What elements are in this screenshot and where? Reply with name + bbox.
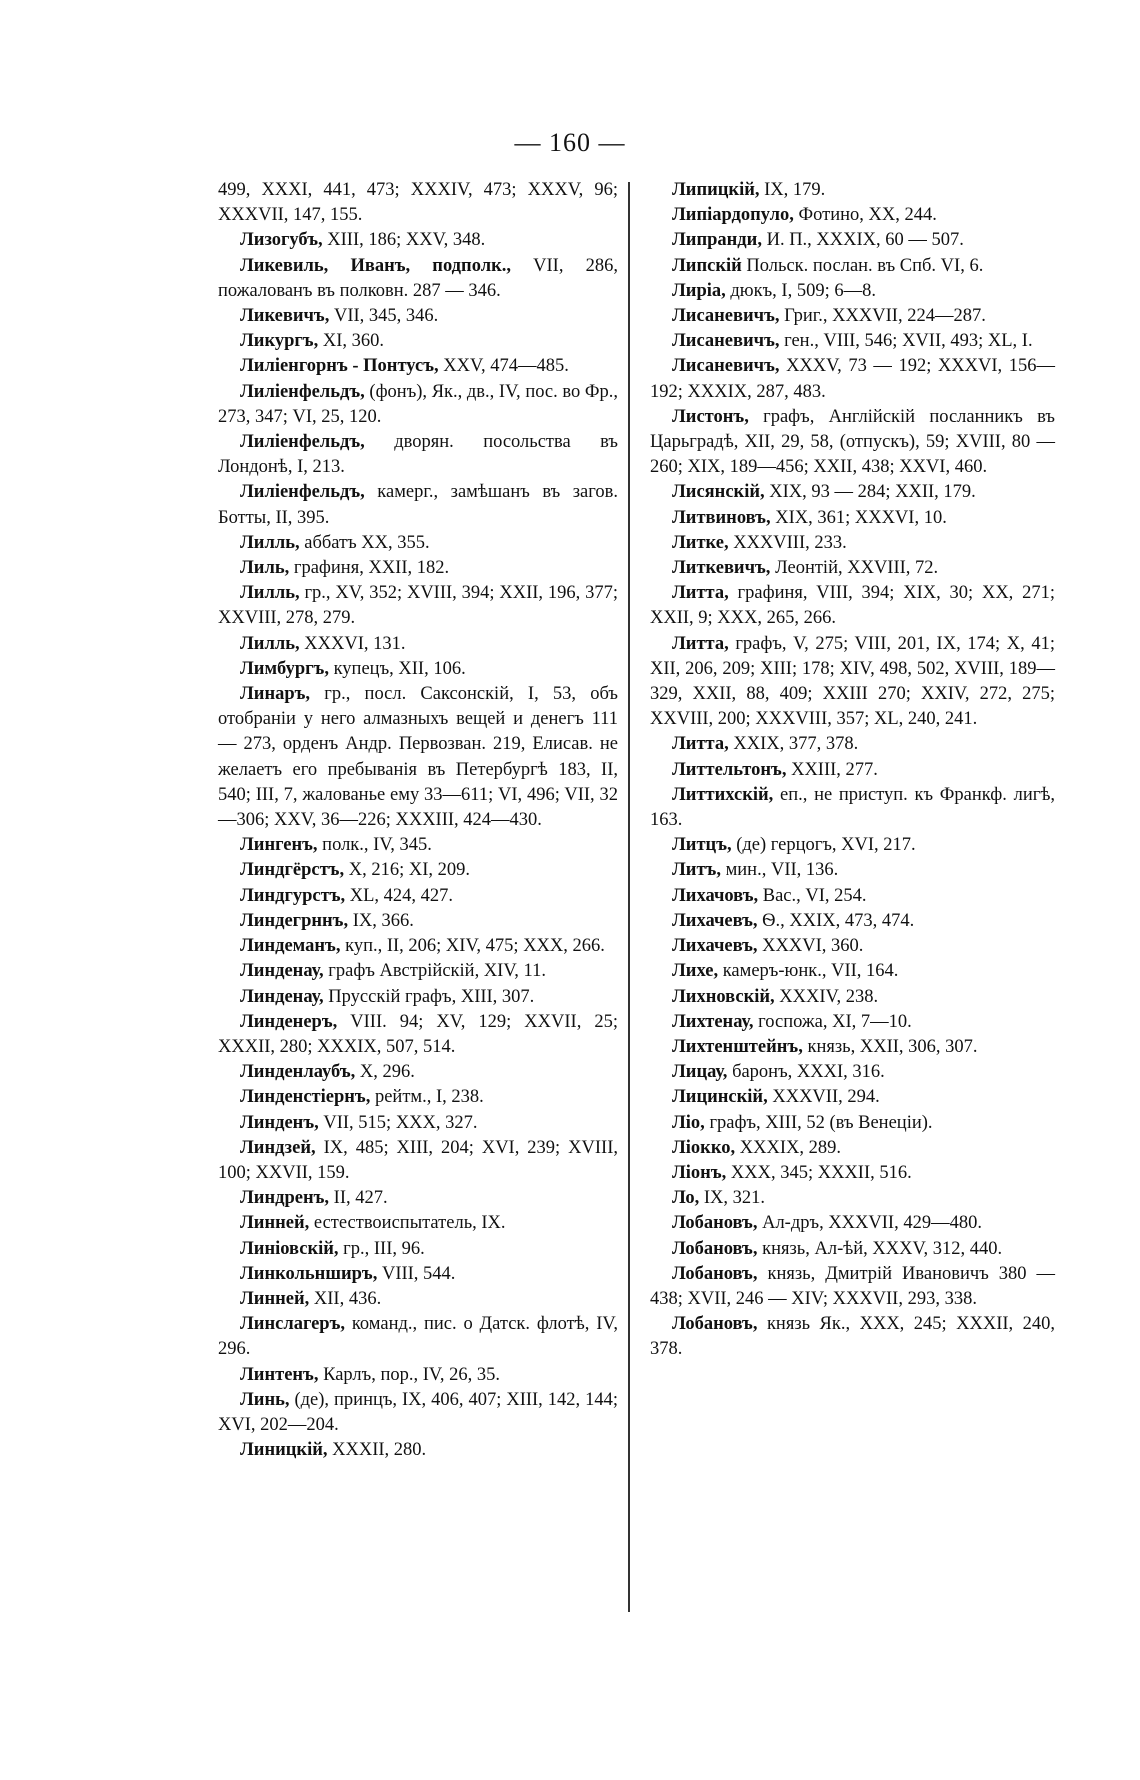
entry-heading: Лобановъ, [672, 1263, 758, 1284]
entry-references: XXV, 474—485. [438, 356, 569, 377]
index-entry [218, 1085, 618, 1110]
index-entry [650, 531, 1055, 556]
index-entry [650, 959, 1055, 984]
index-entry [218, 1136, 618, 1186]
entry-heading: Линденау, [240, 961, 324, 982]
index-entry [218, 959, 618, 984]
index-entry [650, 884, 1055, 909]
index-entry [218, 254, 618, 304]
entry-heading: Ликевиль, Иванъ, подполк., [240, 255, 511, 276]
entry-heading: Лихтенау, [672, 1011, 754, 1032]
entry-references: XL, 424, 427. [345, 885, 454, 906]
index-entry [650, 1161, 1055, 1186]
entry-heading: Литтихскiй, [672, 784, 774, 805]
entry-references: VII, 345, 346. [329, 306, 439, 327]
entry-heading: Линдзей, [240, 1137, 316, 1158]
index-entry [650, 228, 1055, 253]
entry-references: камеръ-юнк., VII, 164. [718, 961, 899, 982]
entry-references: XXIX, 377, 378. [728, 734, 859, 755]
index-entry [650, 1060, 1055, 1085]
index-entry [650, 632, 1055, 733]
index-entry [218, 480, 618, 530]
entry-references: (фонъ), Як., дв., IV, пос. во Фр., 273, 347; VI, 25, 120. [218, 381, 618, 427]
entry-heading: Лихе, [672, 961, 719, 982]
entry-heading: Линденстiернъ, [240, 1087, 371, 1108]
entry-heading: Лилiенгорнъ - Понтусъ, [240, 356, 439, 377]
index-entry [650, 506, 1055, 531]
entry-references: II, 427. [329, 1188, 388, 1209]
index-entry [218, 833, 618, 858]
entry-heading: Лилiенфельдъ, [240, 381, 365, 402]
entry-heading: Лихачевъ, [672, 910, 758, 931]
index-entry [650, 329, 1055, 354]
index-entry [218, 884, 618, 909]
entry-heading: Линдренъ, [240, 1188, 330, 1209]
entry-references: мин., VII, 136. [720, 860, 839, 881]
entry-heading: Литкевичъ, [672, 558, 771, 579]
entry-heading: Лихновскiй, [672, 986, 775, 1007]
entry-references: графъ, V, 275; VIII, 201, IX, 174; X, 41; XII, 206, 209; XIII; 178; XIV, 498, 502, XVIII, 189—329, XXII, 88, 409; XXIII 270; XXIV, 272, 275; XXVIII, 200; XXXVIII, 357; XL, 240, 241. [650, 633, 1055, 730]
entry-heading: Линденау, [240, 986, 324, 1007]
entry-references: Фотино, XX, 244. [793, 205, 937, 226]
entry-references: (де) герцогъ, XVI, 217. [731, 835, 916, 856]
entry-heading: Линденъ, [240, 1112, 319, 1133]
entry-references: XXIII, 277. [786, 759, 878, 780]
index-entry [218, 682, 618, 833]
entry-references: XXX, 345; XXXII, 516. [726, 1162, 912, 1183]
index-entry [218, 657, 618, 682]
index-entry [650, 1237, 1055, 1262]
entry-heading: Лицинскiй, [672, 1087, 768, 1108]
index-entry [650, 1312, 1055, 1362]
entry-references: куп., II, 206; XIV, 475; XXX, 266. [340, 936, 605, 957]
entry-references: Польск. послан. въ Спб. VI, 6. [741, 255, 984, 276]
index-entry [218, 934, 618, 959]
entry-heading: Лихачовъ, [672, 885, 759, 906]
index-entry [650, 203, 1055, 228]
entry-heading: Ликевичъ, [240, 306, 330, 327]
index-entry [650, 783, 1055, 833]
entry-references: графъ Австрiйскiй, XIV, 11. [323, 961, 546, 982]
entry-references: князь Як., XXX, 245; XXXII, 240, 378. [650, 1314, 1055, 1360]
entry-heading: Лихтенштейнъ, [672, 1036, 803, 1057]
index-entry [218, 581, 618, 631]
entry-references: VII, 515; XXX, 327. [318, 1112, 478, 1133]
entry-references: Леонтiй, XXVIII, 72. [770, 558, 939, 579]
entry-references: дворян. посольства въ Лондонѣ, I, 213. [218, 432, 618, 478]
entry-references: XXXV, 73 — 192; XXXVI, 156—192; XXXIX, 287, 483. [650, 356, 1055, 402]
index-entry [218, 430, 618, 480]
index-entry [650, 858, 1055, 883]
entry-heading: Литъ, [672, 860, 721, 881]
index-entry [650, 934, 1055, 959]
entry-references: Карлъ, пор., IV, 26, 35. [318, 1364, 501, 1385]
entry-references: графъ, Англiйскiй посланникъ въ Царьградѣ, XII, 29, 58, (отпускъ), 59; XVIII, 80 — 260; XIX, 189—456; XXII, 438; XXVI, 460. [650, 406, 1055, 478]
entry-references: XIX, 93 — 284; XXII, 179. [764, 482, 976, 503]
page-number: — 160 — [514, 128, 626, 157]
entry-references: XXXVIII, 233. [728, 532, 847, 553]
index-entry [218, 858, 618, 883]
entry-references: XII, 436. [309, 1288, 382, 1309]
entry-references: Прусскiй графъ, XIII, 307. [323, 986, 535, 1007]
index-entry [218, 1438, 618, 1463]
entry-heading: Лиль, [240, 558, 290, 579]
entry-references: XXXII, 280. [327, 1440, 427, 1461]
entry-references: XXXIV, 238. [774, 986, 879, 1007]
index-entry [650, 1035, 1055, 1060]
entry-references: Ѳ., XXIX, 473, 474. [757, 910, 915, 931]
entry-heading: Линаръ, [240, 684, 311, 705]
index-entry [218, 1111, 618, 1136]
entry-references: аббатъ XX, 355. [299, 532, 430, 553]
entry-heading: Лихачевъ, [672, 936, 758, 957]
entry-heading: Ло, [672, 1188, 700, 1209]
index-entry [650, 279, 1055, 304]
index-entry [650, 405, 1055, 481]
column-divider [628, 182, 630, 1612]
entry-references: IX, 179. [759, 180, 826, 200]
entry-heading: Лимбургъ, [240, 658, 329, 679]
entry-references: купецъ, XII, 106. [328, 658, 466, 679]
index-entry [218, 556, 618, 581]
index-entry [218, 632, 618, 657]
entry-heading: Линденлаубъ, [240, 1062, 356, 1083]
entry-heading: Линдгурстъ, [240, 885, 346, 906]
entry-references: Григ., XXXVII, 224—287. [779, 306, 986, 327]
index-entry [218, 304, 618, 329]
index-entry [218, 531, 618, 556]
entry-references: графиня, VIII, 394; XIX, 30; XX, 271; XXII, 9; XXX, 265, 266. [650, 583, 1055, 629]
entry-heading: Лобановъ, [672, 1238, 758, 1259]
index-entry [650, 1211, 1055, 1236]
entry-heading: Лiонъ, [672, 1162, 727, 1183]
entry-heading: Лобановъ, [672, 1213, 758, 1234]
index-entry [218, 1237, 618, 1262]
entry-heading: Липскiй [672, 255, 742, 276]
entry-references: естествоиспытатель, IX. [309, 1213, 506, 1234]
entry-references: госпожа, XI, 7—10. [753, 1011, 912, 1032]
entry-heading: Липицкiй, [672, 180, 760, 200]
entry-heading: Ликургъ, [240, 331, 319, 352]
entry-heading: Лилль, [240, 583, 300, 604]
entry-heading: Лилiенфельдъ, [240, 432, 365, 453]
index-entry [650, 480, 1055, 505]
entry-heading: Литцъ, [672, 835, 732, 856]
entry-heading: Линней, [240, 1288, 310, 1309]
entry-heading: Лiо, [672, 1112, 705, 1133]
entry-references: XI, 360. [318, 331, 384, 352]
entry-heading: Липiардопуло, [672, 205, 794, 226]
entry-references: Вас., VI, 254. [758, 885, 867, 906]
entry-heading: Линней, [240, 1213, 310, 1234]
index-entry [650, 304, 1055, 329]
entry-references: XXXVI, 360. [757, 936, 864, 957]
index-entry [650, 732, 1055, 757]
index-entry [650, 1085, 1055, 1110]
index-entry [218, 178, 618, 228]
entry-heading: Лисаневичъ, [672, 356, 780, 377]
index-entry [218, 1363, 618, 1388]
entry-references: князь, XXII, 306, 307. [802, 1036, 978, 1057]
index-entry [218, 1287, 618, 1312]
entry-heading: Лилль, [240, 633, 300, 654]
index-entry [650, 178, 1055, 203]
index-entry [650, 1010, 1055, 1035]
index-entry [650, 254, 1055, 279]
entry-references: (де), принцъ, IX, 406, 407; XIII, 142, 144; XVI, 202—204. [218, 1389, 618, 1435]
entry-references: еп., не приступ. къ Франкф. лигѣ, 163. [650, 784, 1055, 831]
entry-references: XXXVII, 294. [767, 1087, 880, 1108]
left-column [218, 178, 618, 1463]
entry-references: IX, 321. [699, 1188, 765, 1209]
entry-references: команд., пис. о Датск. флотѣ, IV, 296. [218, 1314, 618, 1360]
entry-heading: Лилль, [240, 532, 300, 553]
entry-references: гр., III, 96. [338, 1238, 425, 1259]
index-entry [218, 329, 618, 354]
entry-heading: Литвиновъ, [672, 507, 771, 528]
index-entry [218, 1262, 618, 1287]
entry-heading: Линтенъ, [240, 1364, 319, 1385]
index-entry [218, 1312, 618, 1362]
index-entry [650, 985, 1055, 1010]
entry-references: дюкъ, I, 509; 6—8. [725, 280, 876, 301]
index-entry [218, 1060, 618, 1085]
entry-heading: Листонъ, [672, 406, 749, 427]
entry-heading: Лингенъ, [240, 835, 318, 856]
index-entry [218, 1186, 618, 1211]
entry-references: XXXVI, 131. [299, 633, 406, 654]
entry-heading: Линдегрннъ, [240, 910, 349, 931]
entry-references: графъ, XIII, 52 (въ Венецiи). [704, 1112, 933, 1133]
entry-references: графиня, XXII, 182. [289, 558, 450, 579]
index-entry [650, 1136, 1055, 1161]
entry-references: камерг., замѣшанъ въ загов. Ботты, II, 395. [218, 482, 618, 528]
entry-references: VIII, 544. [377, 1263, 456, 1284]
entry-heading: Линицкiй, [240, 1440, 328, 1461]
index-entry [218, 380, 618, 430]
index-entry [218, 228, 618, 253]
entry-references: VIII. 94; XV, 129; XXVII, 25; XXXII, 280; XXXIX, 507, 514. [218, 1011, 618, 1057]
entry-references: IX, 485; XIII, 204; XVI, 239; XVIII, 100; XXVII, 159. [218, 1137, 618, 1183]
index-entry [650, 833, 1055, 858]
entry-references: гр., XV, 352; XVIII, 394; XXII, 196, 377; XXVIII, 278, 279. [218, 583, 618, 629]
index-entry [650, 909, 1055, 934]
entry-heading: Литта, [672, 633, 729, 654]
index-entry [650, 1111, 1055, 1136]
entry-heading: Литке, [672, 532, 729, 553]
entry-references: князь, Дмитрiй Ивановичъ 380 — 438; XVII, 246 — XIV; XXXVII, 293, 338. [650, 1263, 1055, 1309]
entry-heading: Лилiенфельдъ, [240, 482, 365, 503]
entry-heading: Литтельтонъ, [672, 759, 787, 780]
entry-heading: Линдгёрстъ, [240, 860, 345, 881]
entry-references: И. П., XXXIX, 60 — 507. [761, 230, 964, 251]
entry-heading: Линь, [240, 1389, 290, 1410]
entry-heading: Линслагеръ, [240, 1314, 346, 1335]
index-entry [650, 1262, 1055, 1312]
index-entry [650, 556, 1055, 581]
entry-heading: Линдеманъ, [240, 936, 341, 957]
entry-references: полк., IV, 345. [317, 835, 432, 856]
index-entry [218, 985, 618, 1010]
index-entry [218, 354, 618, 379]
entry-references: князь, Ал-ѣй, XXXV, 312, 440. [757, 1238, 1003, 1259]
index-entry [218, 1388, 618, 1438]
entry-references: IX, 366. [348, 910, 414, 931]
index-entry [650, 354, 1055, 404]
entry-heading: Лобановъ, [672, 1314, 758, 1335]
entry-references: рейтм., I, 238. [370, 1087, 484, 1108]
entry-references: Ал-дръ, XXXVII, 429—480. [757, 1213, 982, 1234]
entry-heading: Лiокко, [672, 1137, 736, 1158]
index-entry [650, 1186, 1055, 1211]
entry-heading: Лирiа, [672, 280, 726, 301]
entry-references: XIII, 186; XXV, 348. [322, 230, 486, 251]
entry-references: гр., посл. Саксонскiй, I, 53, объ отобранiи у него алмазныхъ вещей и денегъ 111 — 273, орденъ Андр. Первозван. 219, Елисав. не желаетъ его пребыванiя въ Петербургѣ 183, II, 540; III, 7, жалованье ему 33—611; VI, 496; VII, 32—306; XXV, 36—226; XXXIII, 424—430. [218, 684, 618, 831]
index-entry [218, 909, 618, 934]
entry-heading: Лисянскiй, [672, 482, 765, 503]
index-entry [650, 581, 1055, 631]
right-column [650, 178, 1055, 1363]
entry-heading: Лисаневичъ, [672, 306, 780, 327]
entry-heading: Линкольнширъ, [240, 1263, 378, 1284]
entry-references: XIX, 361; XXXVI, 10. [770, 507, 947, 528]
entry-heading: Липранди, [672, 230, 762, 251]
entry-references: XXXIX, 289. [735, 1137, 841, 1158]
entry-references: ген., VIII, 546; XVII, 493; XL, I. [779, 331, 1033, 352]
entry-heading: Лицау, [672, 1062, 728, 1083]
index-entry [218, 1010, 618, 1060]
index-entry [218, 1211, 618, 1236]
entry-heading: Линденеръ, [240, 1011, 338, 1032]
entry-heading: Лизогубъ, [240, 230, 323, 251]
index-entry [650, 758, 1055, 783]
entry-references: баронъ, XXXI, 316. [727, 1062, 885, 1083]
entry-references: X, 296. [355, 1062, 415, 1083]
entry-references: X, 216; XI, 209. [344, 860, 470, 881]
entry-heading: Литта, [672, 734, 729, 755]
entry-heading: Линiовскiй, [240, 1238, 339, 1259]
entry-heading: Литта, [672, 583, 729, 604]
entry-heading: Лисаневичъ, [672, 331, 780, 352]
entry-references: VII, 286, пожалованъ въ полковн. 287 — 346. [218, 255, 618, 301]
entry-references: 499, XXXI, 441, 473; XXXIV, 473; XXXV, 96; XXXVII, 147, 155. [218, 180, 618, 226]
